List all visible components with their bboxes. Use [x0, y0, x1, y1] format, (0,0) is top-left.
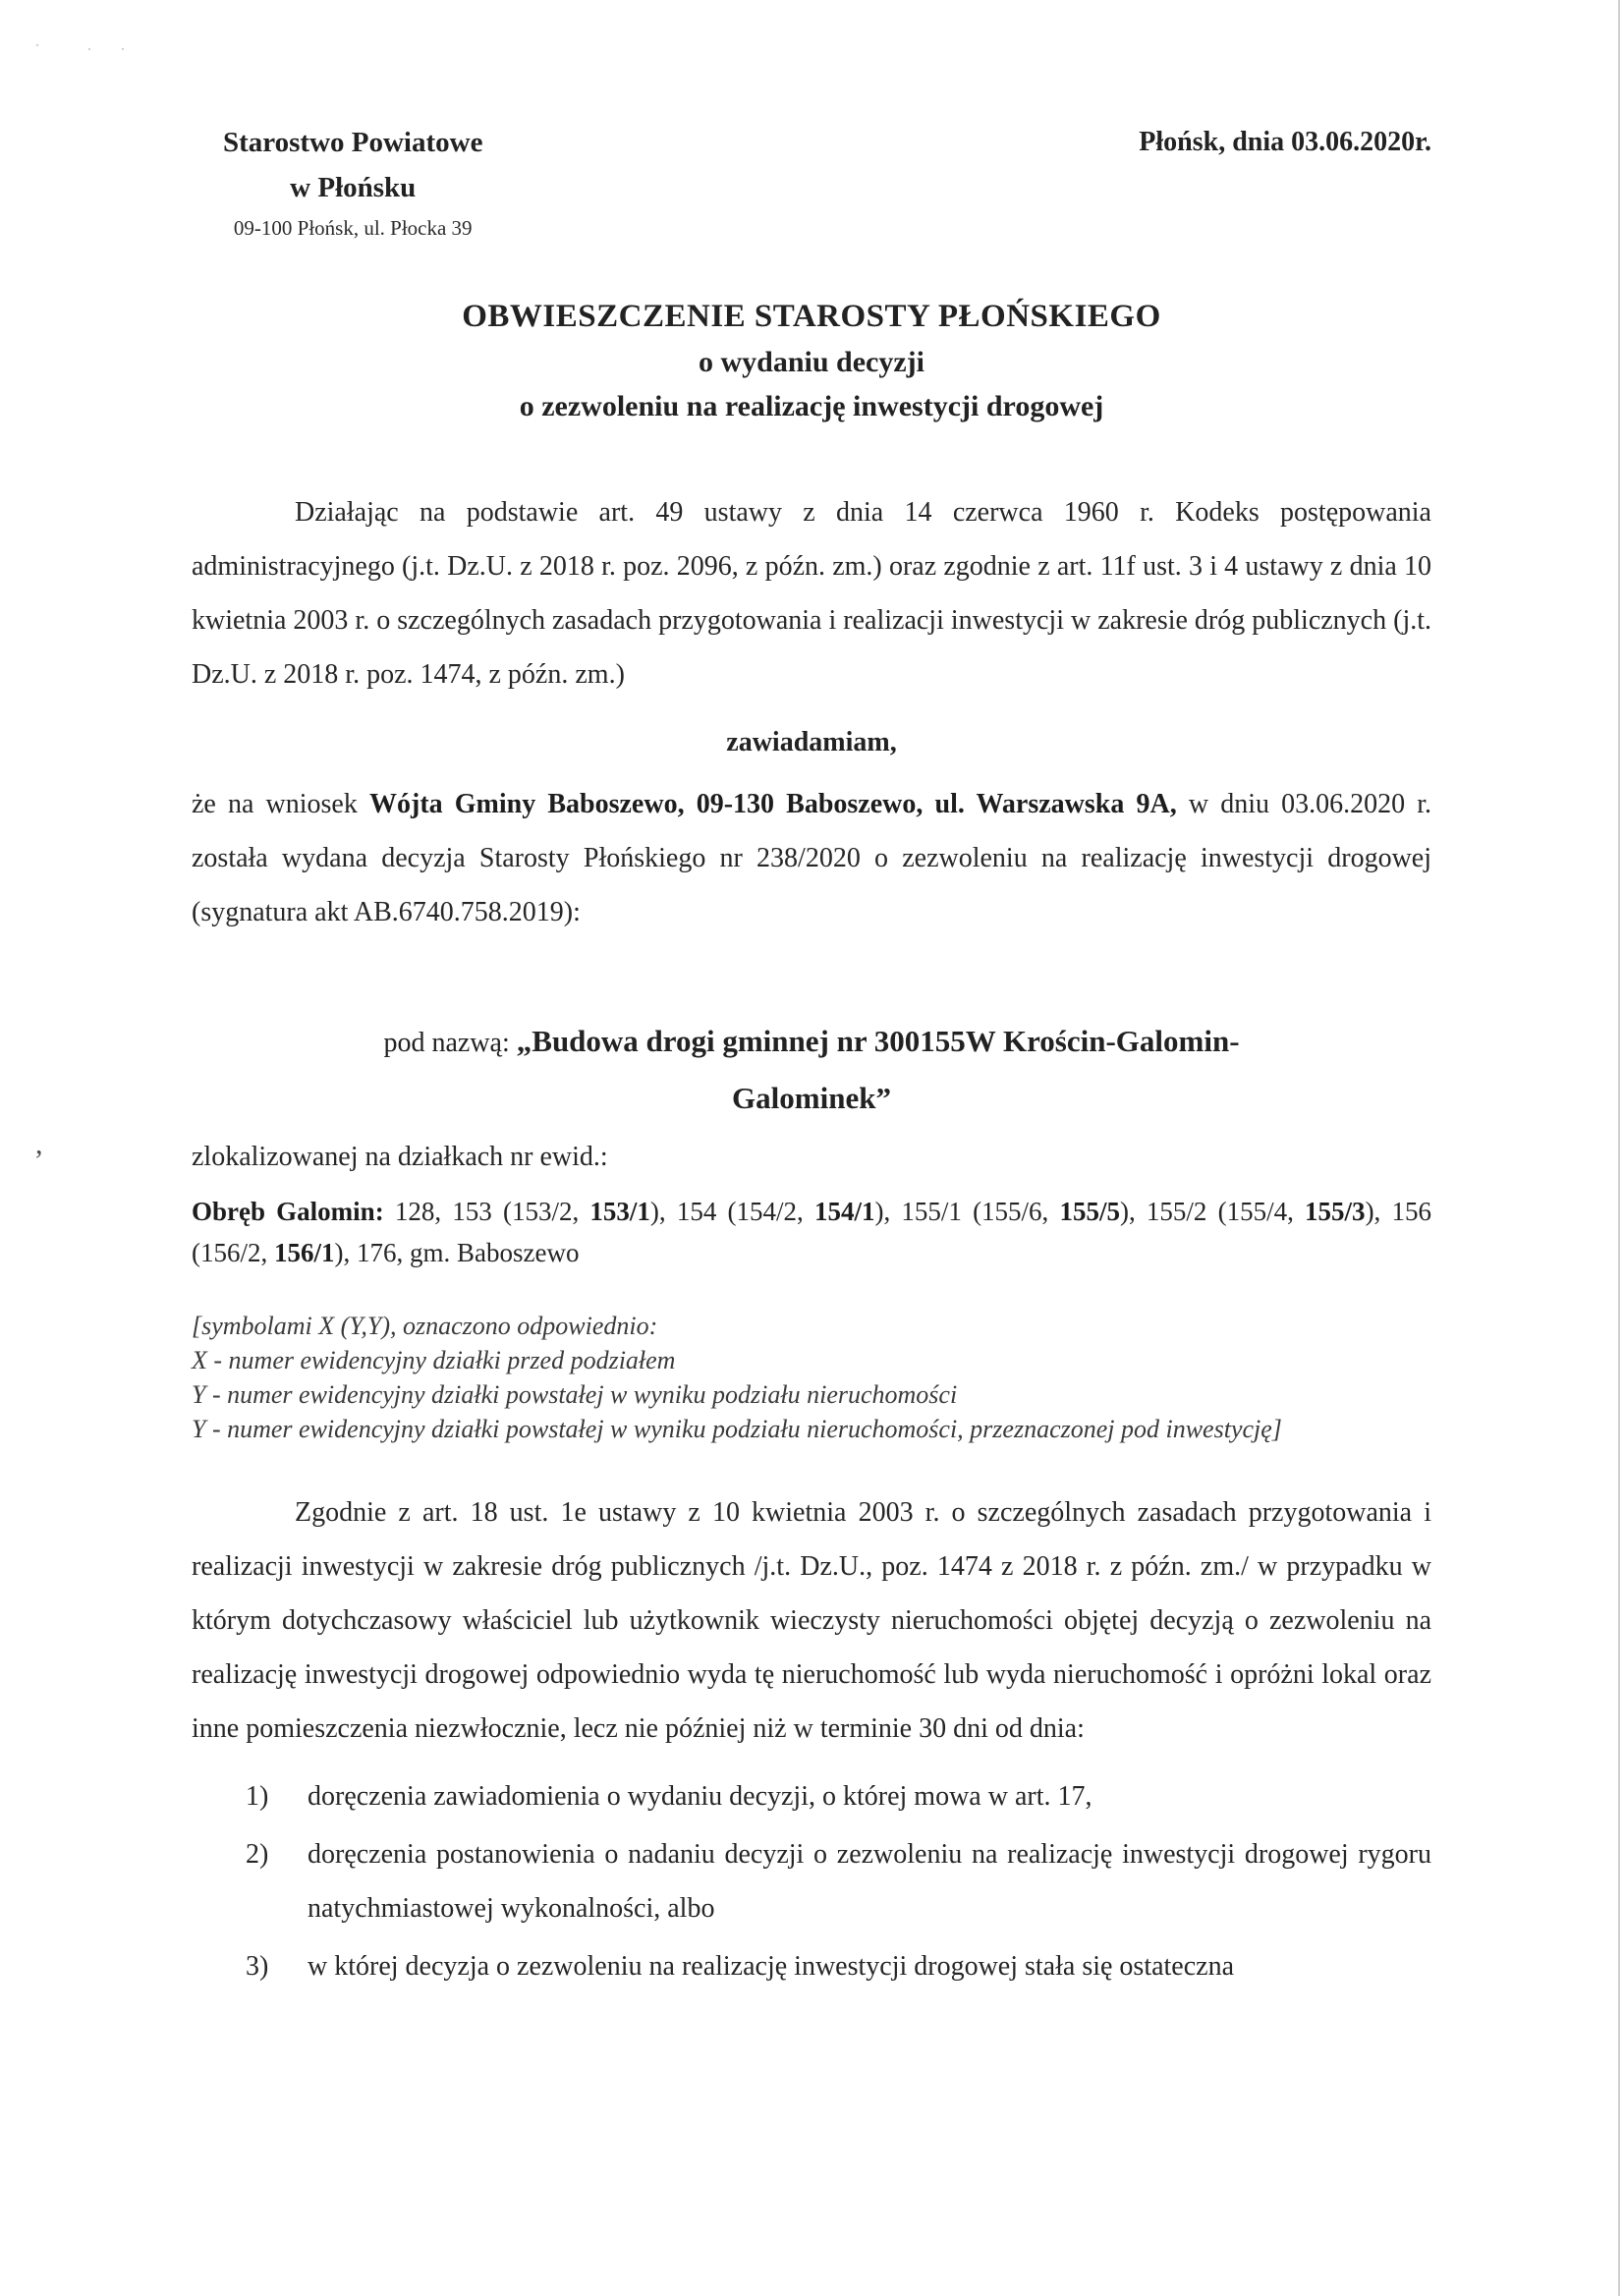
document-title [192, 293, 1431, 428]
project-name-block [192, 1014, 1431, 1128]
legend-line: X - numer ewidencyjny działki przed podziałem [192, 1346, 676, 1374]
legend-line: [symbolami X (Y,Y), oznaczono odpowiednio: [192, 1312, 658, 1340]
sender-name-line2: w Płońsku [290, 172, 417, 203]
symbols-legend [192, 1309, 1431, 1446]
scan-edge-line [1618, 0, 1620, 2296]
title-line-3: o zezwoleniu na realizację inwestycji drogowej [519, 390, 1104, 422]
list-item-text: doręczenia zawiadomienia o wydaniu decyzji, o której mowa w art. 17, [308, 1781, 1092, 1812]
document-header [192, 120, 1431, 242]
plots-paragraph: Obręb Galomin: 128, 153 (153/2, 153/1), 154 (154/2, 154/1), 155/1 (155/6, 155/5), 155/2 (155/4, 155/3), 156 (156/2, 156/1), 176, gm. Baboszewo [192, 1197, 1431, 1267]
sender-address: 09-100 Płońsk, ul. Płocka 39 [233, 216, 473, 240]
legend-line: Y - numer ewidencyjny działki powstałej w wyniku podziału nieruchomości [192, 1380, 958, 1409]
project-name-part-1: „Budowa drogi gminnej nr 300155W Krościn-Galomin- [516, 1024, 1240, 1058]
scan-artifact: · [86, 39, 92, 59]
place-and-date: Płońsk, dnia 03.06.2020r. [1139, 127, 1431, 157]
list-item-number: 2) [246, 1839, 269, 1870]
paragraph-request: że na wniosek Wójta Gminy Baboszewo, 09-130 Baboszewo, ul. Warszawska 9A, w dniu 03.06.2020 r. została wydana decyzja Starosty Płońskiego nr 238/2020 o zezwoleniu na realizację inwestycji drogowej (sygnatura akt AB.6740.758.2019): [192, 789, 1432, 927]
list-item-number: 1) [246, 1781, 269, 1812]
paragraph-legal-basis: Działając na podstawie art. 49 ustawy z dnia 14 czerwca 1960 r. Kodeks postępowania administracyjnego (j.t. Dz.U. z 2018 r. poz. 2096, z późn. zm.) oraz zgodnie z art. 11f ust. 3 i 4 ustawy z dnia 10 kwietnia 2003 r. o szczególnych zasadach przygotowania i realizacji inwestycji w zakresie dróg publicznych (j.t. Dz.U. z 2018 r. poz. 1474, z późn. zm.) [192, 497, 1431, 690]
document-content [192, 120, 1431, 1997]
sender-name-line1: Starostwo Powiatowe [223, 127, 483, 158]
title-line-1: OBWIESZCZENIE STAROSTY PŁOŃSKIEGO [462, 299, 1161, 334]
sender-block [223, 120, 482, 242]
project-name-prefix: pod nazwą: [383, 1028, 517, 1058]
list-item [192, 1769, 1431, 1823]
numbered-list [192, 1769, 1431, 1993]
list-item [192, 1939, 1431, 1993]
list-item [192, 1827, 1431, 1935]
located-line: zlokalizowanej na działkach nr ewid.: [192, 1142, 608, 1172]
list-item-text: doręczenia postanowienia o nadaniu decyzji o zezwoleniu na realizację inwestycji drogowej rygoru natychmiastowej wykonalności, albo [308, 1839, 1431, 1924]
title-line-2: o wydaniu decyzji [698, 346, 924, 378]
project-name-line-2 [192, 1071, 1431, 1128]
scan-artifact-comma: , [35, 1128, 43, 1160]
notify-heading: zawiadamiam, [726, 727, 897, 757]
project-name-line-1 [192, 1014, 1431, 1071]
legend-line: Y - numer ewidencyjny działki powstałej w wyniku podziału nieruchomości, przeznaczonej pod inwestycję] [192, 1415, 1282, 1443]
paragraph-art18: Zgodnie z art. 18 ust. 1e ustawy z 10 kwietnia 2003 r. o szczególnych zasadach przygotowania i realizacji inwestycji w zakresie dróg publicznych /j.t. Dz.U., poz. 1474 z 2018 r. z późn. zm./ w przypadku w którym dotychczasowy właściciel lub użytkownik wieczysty nieruchomości objętej decyzją o zezwoleniu na realizację inwestycji drogowej odpowiednio wyda tę nieruchomość lub wyda nieruchomość i opróżni lokal oraz inne pomieszczenia niezwłocznie, lecz nie później niż w terminie 30 dni od dnia: [192, 1497, 1431, 1744]
scan-artifact: · [120, 39, 126, 59]
project-name-part-2: Galominek” [732, 1081, 891, 1115]
scan-artifact: · [34, 35, 40, 55]
list-item-text: w której decyzja o zezwoleniu na realizację inwestycji drogowej stała się ostateczna [308, 1951, 1235, 1982]
list-item-number: 3) [246, 1951, 269, 1982]
